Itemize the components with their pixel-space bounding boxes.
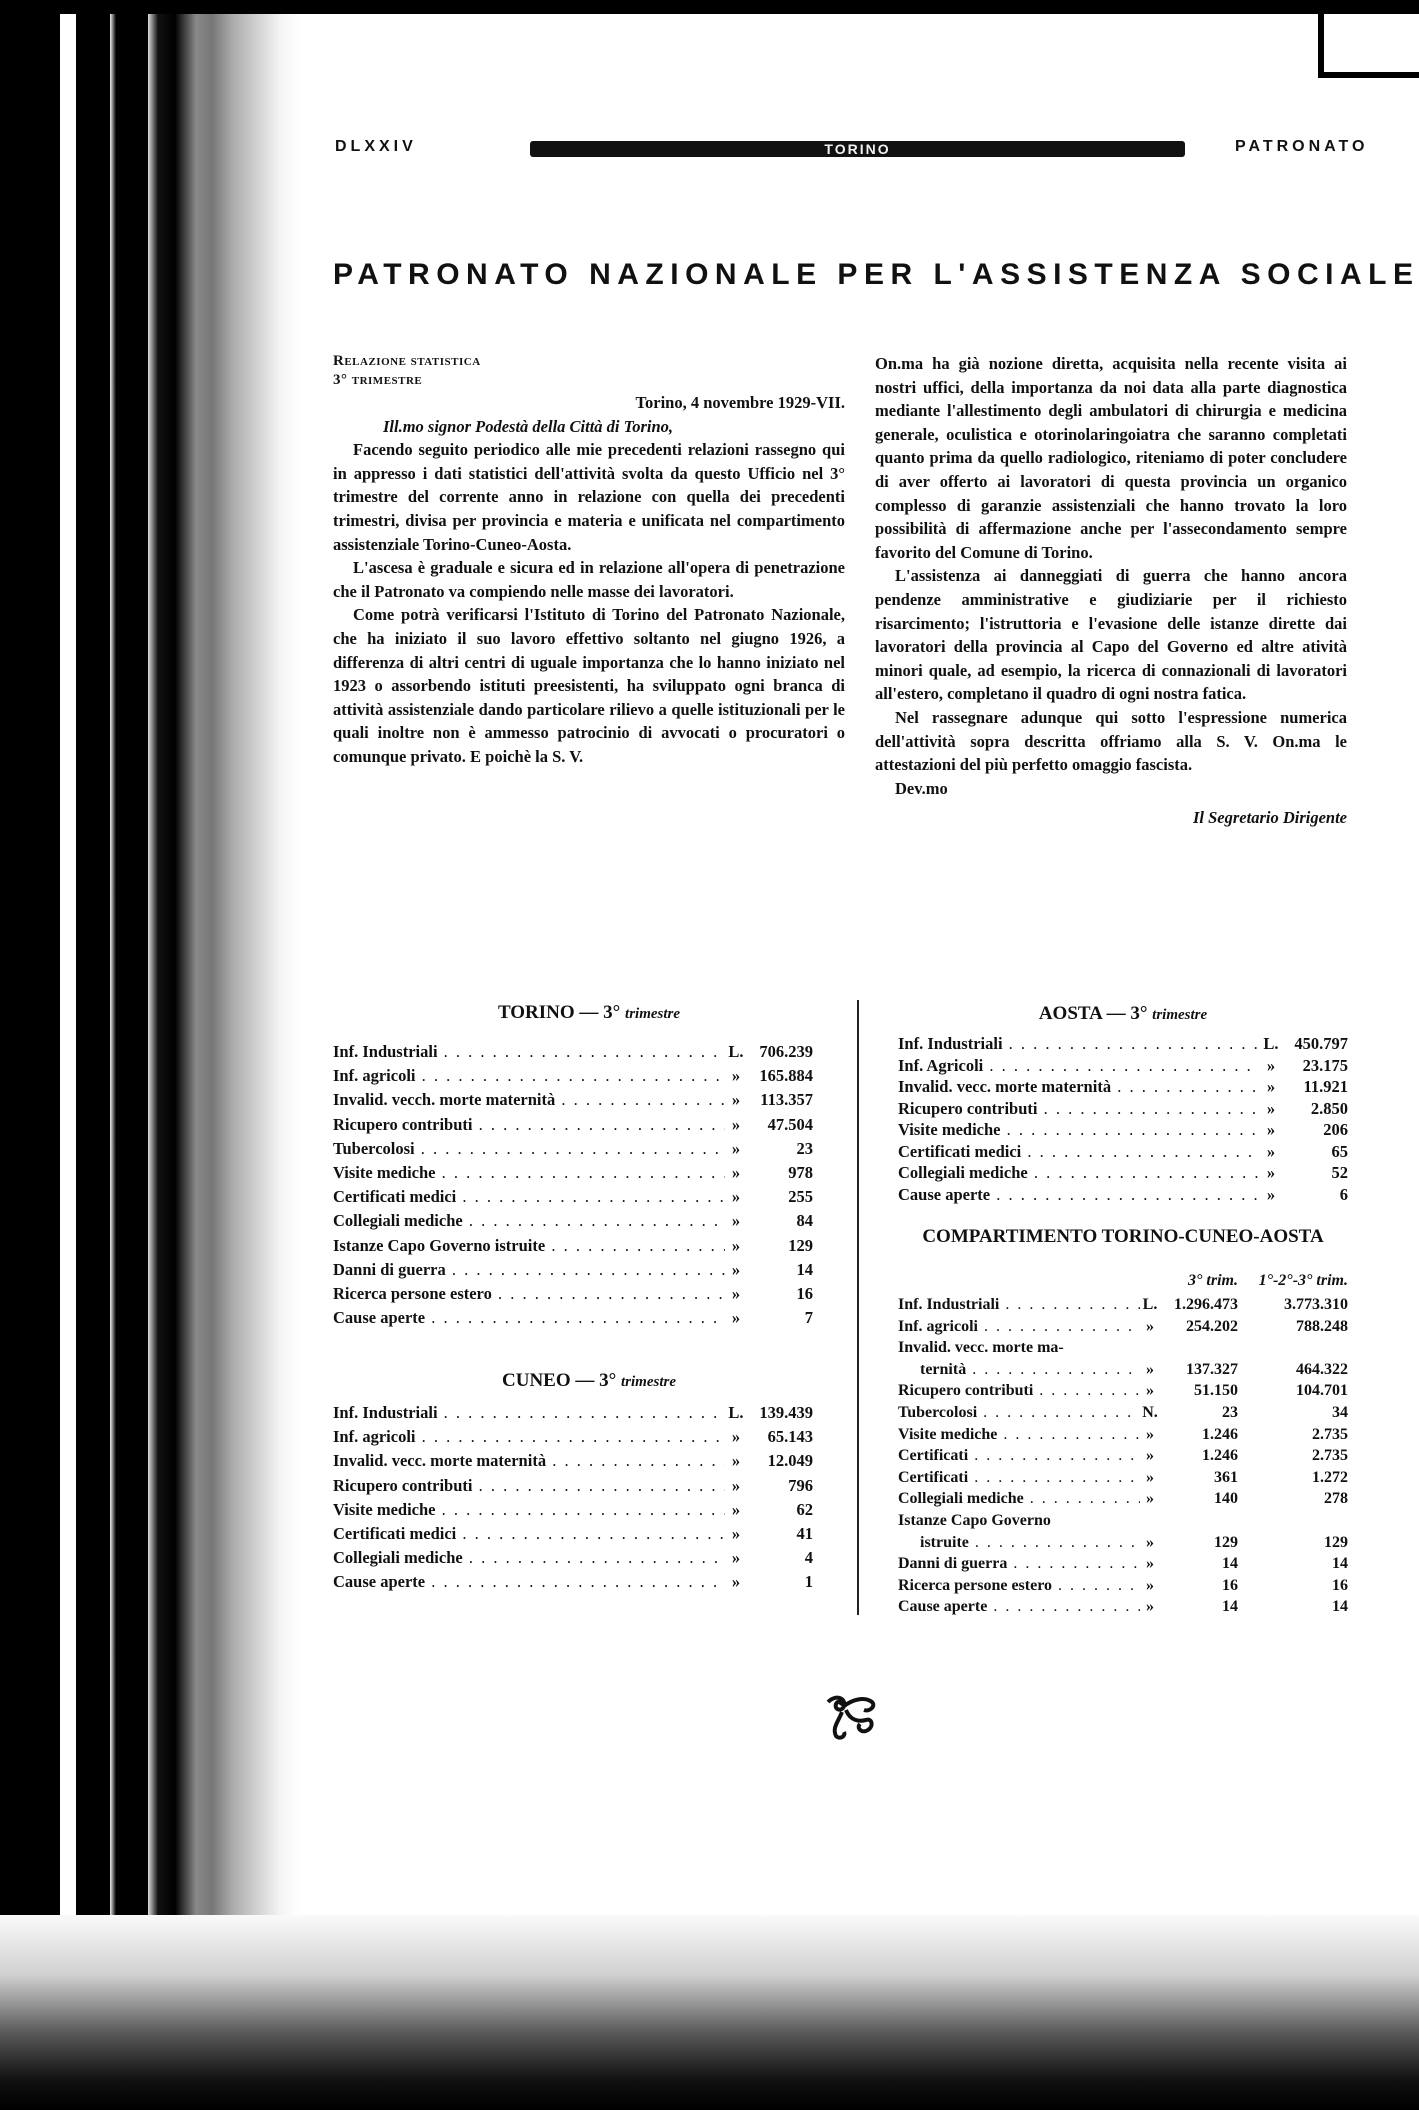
row-label: Visite mediche . . . — [898, 1426, 1140, 1444]
letter-closing: Dev.mo — [895, 778, 948, 798]
row-unit-mark: » — [1146, 1447, 1154, 1465]
letter-paragraph: L'assistenza ai danneggiati di guerra che hanno ancora pendenze amministrative e giudiziarie per il richiesto risarcimento; l'istruttoria e l'evasione delle istanze dirette dai lavoratori della provincia al Capo del Governo ed altre atività minori quale, ad esempio, la ricerca di connazionali di lavoratori all'estero, completano il quadro di ogni nostra fatica. — [875, 566, 1347, 704]
row-value: 12.049 — [767, 1451, 813, 1471]
page-title: PATRONATO NAZIONALE PER L'ASSISTENZA SOCIALE — [333, 258, 1419, 291]
row-label: Collegiali mediche . . . — [898, 1490, 1140, 1508]
row-value-total: 16 — [1332, 1576, 1348, 1594]
table-row — [898, 1120, 1348, 1142]
row-value-3-trim: 1.246 — [1202, 1447, 1238, 1465]
cuneo-title-text: CUNEO — 3° — [502, 1370, 617, 1391]
letter-paragraph: L'ascesa è graduale e sicura ed in relazione all'opera di penetrazione che il Patronato va compiendo nelle masse dei lavoratori. — [333, 558, 845, 601]
row-value-3-trim: 14 — [1222, 1555, 1238, 1573]
row-label: Inf. Industriali . . . — [333, 1042, 725, 1062]
row-value: 23 — [796, 1138, 813, 1158]
row-unit-mark: » — [731, 1138, 741, 1158]
row-value: 2.850 — [1310, 1098, 1348, 1118]
row-label: Istanze Capo Governo — [898, 1511, 1051, 1529]
row-value-3-trim: 14 — [1222, 1598, 1238, 1616]
table-row — [333, 1572, 813, 1596]
table-row — [333, 1524, 813, 1548]
row-unit-mark: » — [731, 1451, 741, 1471]
row-label: Inf. Industriali . . . — [898, 1296, 1140, 1314]
table-row — [333, 1042, 813, 1066]
row-unit-mark: » — [731, 1235, 741, 1255]
row-label: Ricupero contributi . . . — [898, 1382, 1140, 1400]
row-value: 129 — [788, 1235, 813, 1255]
row-unit-mark: N. — [1142, 1403, 1158, 1421]
table-row — [333, 1090, 813, 1114]
row-label: Certificati . . . — [898, 1469, 1140, 1487]
row-unit-mark: » — [731, 1114, 741, 1134]
row-unit-mark: L. — [728, 1042, 744, 1061]
table-row — [333, 1476, 813, 1500]
compartimento-table — [898, 1272, 1348, 1620]
row-unit-mark: » — [731, 1523, 741, 1543]
row-label: Ricupero contributi . . . — [333, 1115, 725, 1135]
row-value-total: 278 — [1324, 1490, 1348, 1508]
row-label: Cause aperte . . . — [333, 1308, 725, 1328]
compartimento-table-title: COMPARTIMENTO TORINO-CUNEO-AOSTA — [922, 1226, 1324, 1247]
row-label: Visite mediche . . . — [333, 1500, 725, 1520]
table-row — [333, 1500, 813, 1524]
table-row — [898, 1555, 1348, 1577]
letter-signature: Il Segretario Dirigente — [1192, 808, 1347, 828]
row-value: 62 — [796, 1499, 813, 1519]
fleuron-ornament-icon — [822, 1692, 880, 1742]
row-unit-mark: » — [1266, 1120, 1276, 1139]
letter-paragraph-continued: On.ma ha già nozione diretta, acquisita nella recente visita ai nostri uffici, della importanza da noi data alla parte diagnostica mediante l'allestimento degli ambulatori di chirurgia e medicina generale, oculistica e otorinolaringoiatra che saranno completati quanto prima da quello radiologico, riteniamo di poter concludere di aver offerto ai lavoratori di questa provincia un organico complesso di garanzie assistenziali che hanno trovato la loro possibilità di affermazione anche per l'assecondamento sempre favorito del Comune di Torino. — [875, 354, 1347, 562]
table-row — [333, 1308, 813, 1332]
aosta-title-italic: trimestre — [1152, 1007, 1208, 1023]
letter-right-column — [875, 352, 1347, 830]
row-unit-mark: » — [1146, 1533, 1154, 1551]
aosta-title-text: AOSTA — 3° — [1038, 1003, 1148, 1024]
table-row — [898, 1296, 1348, 1318]
cuneo-title-italic: trimestre — [620, 1374, 676, 1390]
row-value: 41 — [796, 1523, 813, 1543]
row-unit-mark: » — [1266, 1163, 1276, 1182]
col-header-total-trim: 1°-2°-3° trim. — [1258, 1272, 1348, 1289]
row-value-3-trim: 16 — [1222, 1576, 1238, 1594]
row-unit-mark: » — [1266, 1184, 1276, 1204]
table-row — [898, 1339, 1348, 1361]
row-label: Certificati medici . . . — [333, 1187, 725, 1207]
row-value: 450.797 — [1294, 1034, 1348, 1053]
row-value-total: 2.735 — [1312, 1447, 1348, 1465]
row-label: Tubercolosi . . . — [333, 1139, 725, 1159]
row-label: Inf. Industriali . . . — [333, 1403, 725, 1423]
table-row — [898, 1426, 1348, 1448]
row-value: 206 — [1323, 1120, 1348, 1139]
table-row — [333, 1139, 813, 1163]
cuneo-table — [333, 1403, 813, 1597]
table-row — [333, 1451, 813, 1475]
row-label: Collegiali mediche . . . — [333, 1211, 725, 1231]
row-value: 47.504 — [767, 1114, 813, 1134]
row-label: Collegiali mediche . . . — [333, 1548, 725, 1568]
row-label: Invalid. vecc. morte maternità . . . — [898, 1077, 1260, 1097]
row-unit-mark: » — [1146, 1555, 1154, 1573]
table-row — [898, 1469, 1348, 1491]
row-unit-mark: » — [731, 1090, 741, 1110]
col-header-3-trim: 3° trim. — [1188, 1272, 1238, 1289]
aosta-table — [898, 1034, 1348, 1206]
row-unit-mark: » — [1146, 1490, 1154, 1508]
table-row — [898, 1361, 1348, 1383]
row-label: Danni di guerra . . . — [333, 1260, 725, 1280]
row-label: Invalid. vecc. morte maternità . . . — [333, 1451, 725, 1471]
row-unit-mark: » — [731, 1283, 741, 1303]
row-value-3-trim: 51.150 — [1194, 1382, 1238, 1400]
row-unit-mark: » — [731, 1499, 741, 1519]
row-unit-mark: L. — [1142, 1296, 1158, 1313]
row-value: 113.357 — [760, 1090, 813, 1110]
row-value-total: 14 — [1332, 1598, 1348, 1616]
header-strip-text: TORINO — [824, 141, 891, 157]
scan-bottom-shadow — [0, 1915, 1419, 2110]
table-row — [898, 1318, 1348, 1340]
table-row — [333, 1211, 813, 1235]
row-value: 65.143 — [767, 1427, 813, 1447]
row-value-total: 464.322 — [1296, 1360, 1348, 1378]
row-unit-mark: » — [731, 1475, 741, 1495]
scan-frame-top — [0, 0, 1419, 14]
row-value: 165.884 — [759, 1066, 813, 1086]
row-unit-mark: » — [731, 1572, 741, 1592]
row-unit-mark: » — [731, 1259, 741, 1279]
row-value-3-trim: 23 — [1222, 1403, 1238, 1421]
row-label: Certificati medici . . . — [333, 1524, 725, 1544]
row-unit-mark: » — [1146, 1317, 1154, 1335]
running-head: PATRONATO — [1235, 138, 1369, 155]
row-unit-mark: L. — [728, 1403, 744, 1422]
row-label: Invalid. vecch. morte maternità . . . — [333, 1090, 725, 1110]
row-unit-mark: » — [731, 1427, 741, 1447]
row-unit-mark: » — [731, 1548, 741, 1568]
row-value-total: 14 — [1332, 1555, 1348, 1573]
row-value: 139.439 — [759, 1403, 813, 1422]
table-row — [898, 1099, 1348, 1121]
row-label: Ricerca persone estero . . . — [898, 1577, 1140, 1595]
column-divider — [857, 1000, 859, 1615]
row-label: Invalid. vecc. morte ma- — [898, 1339, 1064, 1357]
row-value-total: 788.248 — [1296, 1317, 1348, 1335]
table-row — [333, 1427, 813, 1451]
letter-salutation: Ill.mo signor Podestà della Città di Torino, — [383, 416, 674, 436]
row-value: 796 — [788, 1475, 813, 1495]
row-value: 65 — [1331, 1141, 1348, 1161]
table-row — [333, 1066, 813, 1090]
row-unit-mark: » — [1266, 1077, 1276, 1096]
table-row — [898, 1512, 1348, 1534]
table-row — [898, 1598, 1348, 1620]
row-unit-mark: » — [731, 1308, 741, 1328]
table-row — [898, 1577, 1348, 1599]
row-value-3-trim: 137.327 — [1186, 1360, 1238, 1378]
row-value-total: 3.773.310 — [1284, 1296, 1348, 1313]
row-value-total: 1.272 — [1312, 1468, 1348, 1486]
table-row — [898, 1382, 1348, 1404]
row-label: Visite mediche . . . — [898, 1120, 1260, 1140]
row-unit-mark: » — [1146, 1598, 1154, 1616]
table-row — [898, 1534, 1348, 1556]
torino-title-italic: trimestre — [625, 1006, 681, 1022]
row-label: Danni di guerra . . . — [898, 1555, 1140, 1573]
row-value-3-trim: 1.296.473 — [1174, 1296, 1238, 1313]
letter-date: Torino, 4 novembre 1929-VII. — [635, 393, 845, 412]
row-unit-mark: » — [731, 1066, 741, 1086]
row-label: Certificati . . . — [898, 1447, 1140, 1465]
row-value: 255 — [788, 1187, 813, 1207]
row-label: Tubercolosi . . . — [898, 1404, 1140, 1422]
table-row — [898, 1404, 1348, 1426]
letter-left-column — [333, 352, 845, 769]
row-label: Istanze Capo Governo istruite . . . — [333, 1236, 725, 1256]
torino-title-text: TORINO — 3° — [497, 1002, 621, 1023]
row-value: 1 — [804, 1572, 813, 1592]
letter-paragraph: Come potrà verificarsi l'Istituto di Torino del Patronato Nazionale, che ha iniziato il suo lavoro effettivo soltanto nel giugno 1926, a differenza di altri centri di uguale importanza che lo hanno iniziato nel 1923 o assorbendo istituti preesistenti, ha sviluppato ogni branca di attività assistenziale dando particolare rilievo a quelle istituzionali per le quali inoltre non è ammesso patrocinio di avvocati o procuratori o comunque privato. E poichè la S. V. — [333, 605, 845, 766]
table-row — [898, 1077, 1348, 1099]
row-label: Cause aperte . . . — [898, 1598, 1140, 1616]
letter-paragraph: Facendo seguito periodico alle mie precedenti relazioni rassegno qui in appresso i dati statistici dell'attività svolta da questo Ufficio nel 3° trimestre del corrente anno in relazione con quella dei precedenti trimestri, divisa per provincia e materia e unificata nel compartimento assistenziale Torino-Cuneo-Aosta. — [333, 440, 845, 554]
kicker-line-2: 3° trimestre — [333, 372, 423, 388]
row-unit-mark: » — [1146, 1468, 1154, 1486]
table-row — [333, 1187, 813, 1211]
book-binding-shadow — [0, 14, 300, 2110]
row-value: 4 — [804, 1548, 813, 1568]
row-label: Inf. agricoli . . . — [333, 1066, 725, 1086]
compartimento-header-row — [898, 1272, 1348, 1296]
letter-paragraph: Nel rassegnare adunque qui sotto l'espressione numerica dell'attività sopra descritta offriamo alla S. V. On.ma le attestazioni del più perfetto omaggio fascista. — [875, 707, 1347, 775]
row-label: Inf. Industriali . . . — [898, 1034, 1260, 1054]
row-value: 52 — [1331, 1163, 1348, 1182]
row-value-3-trim: 254.202 — [1186, 1317, 1238, 1335]
row-value: 84 — [796, 1211, 813, 1231]
torino-table-title — [333, 1002, 845, 1024]
row-unit-mark: » — [1146, 1425, 1154, 1443]
row-label: Cause aperte . . . — [898, 1185, 1260, 1205]
cuneo-table-title — [333, 1370, 845, 1392]
row-label: Visite mediche . . . — [333, 1163, 725, 1183]
row-value: 16 — [796, 1283, 813, 1303]
row-label: Cause aperte . . . — [333, 1572, 725, 1592]
row-value: 6 — [1339, 1184, 1348, 1204]
row-unit-mark: » — [731, 1187, 741, 1207]
row-value-3-trim: 129 — [1214, 1533, 1238, 1551]
row-label: Ricupero contributi . . . — [333, 1476, 725, 1496]
row-label: Inf. agricoli . . . — [898, 1318, 1140, 1336]
row-value-total: 129 — [1324, 1533, 1348, 1551]
row-label: Certificati medici . . . — [898, 1142, 1260, 1162]
table-row — [333, 1236, 813, 1260]
row-value-3-trim: 361 — [1214, 1468, 1238, 1486]
table-row — [333, 1163, 813, 1187]
row-value: 11.921 — [1303, 1077, 1348, 1096]
row-unit-mark: L. — [1263, 1034, 1279, 1053]
header-ornament-strip — [530, 141, 1185, 157]
table-row — [898, 1034, 1348, 1056]
row-value-3-trim: 1.246 — [1202, 1425, 1238, 1443]
row-value: 14 — [796, 1259, 813, 1279]
row-value: 706.239 — [759, 1042, 813, 1061]
row-label: Collegiali mediche . . . — [898, 1163, 1260, 1183]
table-row — [898, 1142, 1348, 1164]
row-value-total: 2.735 — [1312, 1425, 1348, 1443]
row-label: ternità . . . — [898, 1361, 1140, 1379]
table-row — [333, 1548, 813, 1572]
row-label: Ricerca persone estero . . . — [333, 1284, 725, 1304]
row-unit-mark: » — [1146, 1360, 1154, 1378]
row-label: Ricupero contributi . . . — [898, 1099, 1260, 1119]
table-row — [333, 1284, 813, 1308]
table-row — [898, 1056, 1348, 1078]
row-label: Inf. Agricoli . . . — [898, 1056, 1260, 1076]
row-value: 7 — [804, 1308, 813, 1328]
table-row — [898, 1447, 1348, 1469]
row-unit-mark: » — [1146, 1382, 1154, 1400]
scan-frame-corner — [1318, 14, 1419, 78]
page-number: DLXXIV — [335, 138, 417, 155]
row-unit-mark: » — [1266, 1098, 1276, 1118]
torino-table — [333, 1042, 813, 1332]
table-row — [333, 1403, 813, 1427]
row-unit-mark: » — [1266, 1055, 1276, 1075]
row-unit-mark: » — [731, 1211, 741, 1231]
row-value: 23.175 — [1302, 1055, 1348, 1075]
row-unit-mark: » — [731, 1162, 741, 1182]
table-row — [898, 1185, 1348, 1207]
aosta-table-title — [898, 1003, 1348, 1025]
table-row — [333, 1260, 813, 1284]
table-row — [898, 1163, 1348, 1185]
compartimento-rows — [898, 1296, 1348, 1620]
row-value-total: 34 — [1332, 1403, 1348, 1421]
table-row — [898, 1490, 1348, 1512]
row-unit-mark: » — [1266, 1141, 1276, 1161]
row-value-total: 104.701 — [1296, 1382, 1348, 1400]
row-label: istruite . . . — [898, 1534, 1140, 1552]
row-value: 978 — [788, 1162, 813, 1182]
row-unit-mark: » — [1146, 1576, 1154, 1594]
row-value-3-trim: 140 — [1214, 1490, 1238, 1508]
kicker-line-1: Relazione statistica — [333, 353, 481, 369]
table-row — [333, 1115, 813, 1139]
row-label: Inf. agricoli . . . — [333, 1427, 725, 1447]
